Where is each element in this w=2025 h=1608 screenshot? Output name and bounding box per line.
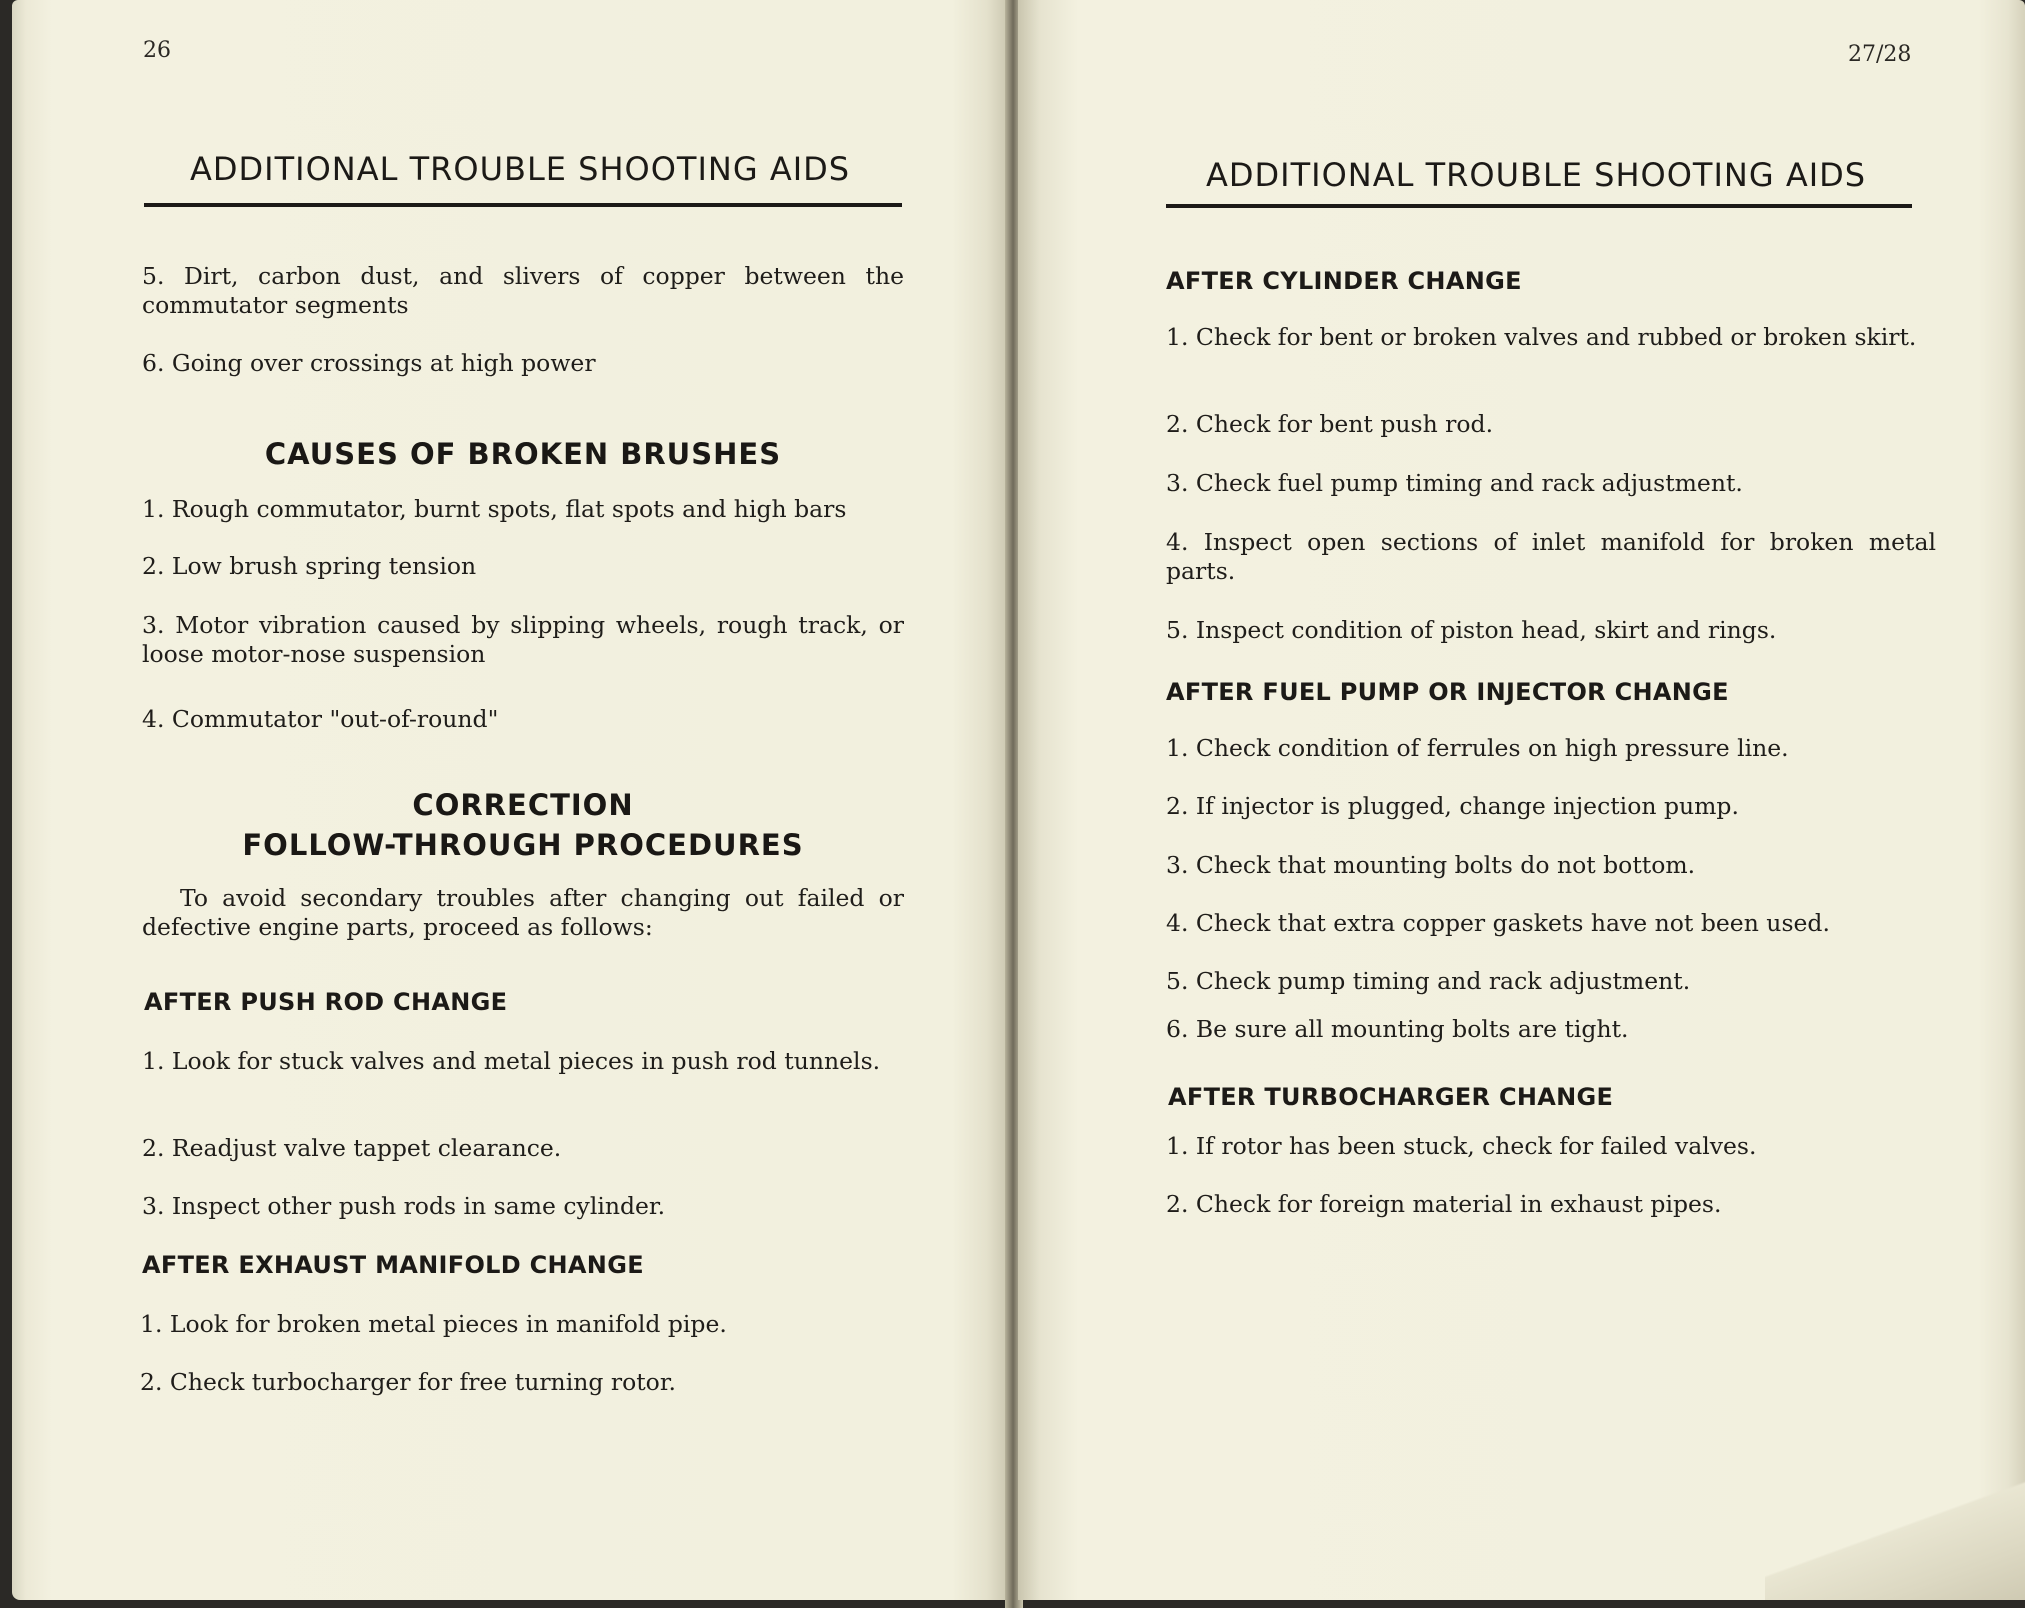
list-item: 2. Readjust valve tappet clearance. xyxy=(142,1134,562,1162)
left-page xyxy=(12,0,1010,1600)
list-item: 5. Dirt, carbon dust, and slivers of copper between the commutator segments xyxy=(142,262,904,319)
subhead-push-rod: AFTER PUSH ROD CHANGE xyxy=(144,988,508,1016)
list-item: 1. Rough commutator, burnt spots, flat spots and high bars xyxy=(142,495,847,523)
subhead-exhaust-manifold: AFTER EXHAUST MANIFOLD CHANGE xyxy=(142,1251,644,1279)
section-title-follow-through: FOLLOW-THROUGH PROCEDURES xyxy=(242,828,804,862)
list-item: 2. If injector is plugged, change injection pump. xyxy=(1166,792,1739,820)
page-curl-corner xyxy=(1765,1430,2025,1600)
running-head-left: ADDITIONAL TROUBLE SHOOTING AIDS xyxy=(190,150,851,188)
section-title-correction: CORRECTION xyxy=(412,788,634,822)
list-item: 3. Check fuel pump timing and rack adjustment. xyxy=(1166,469,1743,497)
list-item: 3. Check that mounting bolts do not bottom. xyxy=(1166,851,1696,879)
running-head-right: ADDITIONAL TROUBLE SHOOTING AIDS xyxy=(1206,156,1867,194)
subhead-cylinder: AFTER CYLINDER CHANGE xyxy=(1166,267,1522,295)
page-number-left: 26 xyxy=(143,38,171,63)
list-item: 6. Be sure all mounting bolts are tight. xyxy=(1166,1015,1629,1043)
list-item: 2. Check turbocharger for free turning rotor. xyxy=(140,1368,676,1396)
list-item: 3. Inspect other push rods in same cylinder. xyxy=(142,1192,666,1220)
list-item: 5. Check pump timing and rack adjustment. xyxy=(1166,967,1691,995)
list-item: 5. Inspect condition of piston head, skirt and rings. xyxy=(1166,616,1777,644)
list-item: 4. Check that extra copper gaskets have not been used. xyxy=(1166,909,1830,937)
list-item: 6. Going over crossings at high power xyxy=(142,349,596,377)
list-item: 2. Check for bent push rod. xyxy=(1166,410,1494,438)
header-rule-left xyxy=(144,203,902,207)
list-item: 2. Check for foreign material in exhaust pipes. xyxy=(1166,1190,1722,1218)
list-item: 4. Commutator "out-of-round" xyxy=(142,705,499,733)
list-item: 1. Look for stuck valves and metal pieces in push rod tunnels. xyxy=(142,1047,881,1075)
section-title-broken-brushes: CAUSES OF BROKEN BRUSHES xyxy=(264,437,782,471)
right-page xyxy=(1018,0,2025,1600)
list-item: 4. Inspect open sections of inlet manifold for broken metal parts. xyxy=(1166,528,1936,585)
intro-paragraph: To avoid secondary troubles after changing out failed or defective engine parts, proceed as follows: xyxy=(142,884,904,941)
header-rule-right xyxy=(1166,204,1912,208)
subhead-turbocharger: AFTER TURBOCHARGER CHANGE xyxy=(1168,1083,1614,1111)
list-item: 3. Motor vibration caused by slipping wheels, rough track, or loose motor-nose suspension xyxy=(142,611,904,668)
page-number-right: 27/28 xyxy=(1848,42,1912,67)
list-item: 1. Look for broken metal pieces in manifold pipe. xyxy=(140,1310,727,1338)
list-item: 1. Check condition of ferrules on high pressure line. xyxy=(1166,734,1789,762)
list-item: 1. If rotor has been stuck, check for failed valves. xyxy=(1166,1132,1757,1160)
subhead-fuel-pump: AFTER FUEL PUMP OR INJECTOR CHANGE xyxy=(1166,678,1729,706)
list-item: 1. Check for bent or broken valves and rubbed or broken skirt. xyxy=(1166,323,1917,351)
list-item: 2. Low brush spring tension xyxy=(142,552,477,580)
